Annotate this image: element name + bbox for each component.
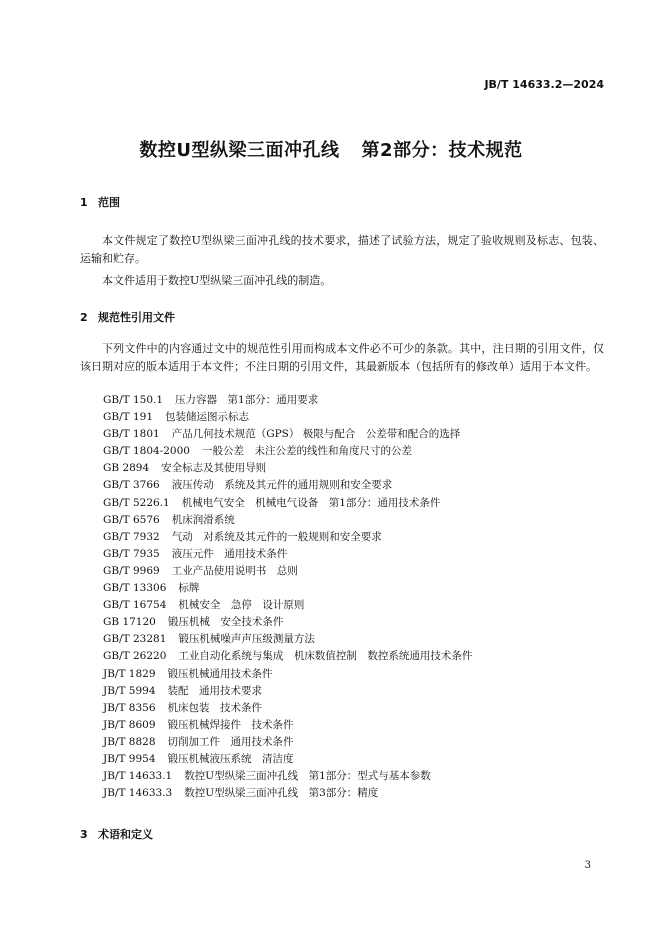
reference-item — [103, 495, 472, 512]
reference-item — [103, 426, 472, 443]
reference-item — [103, 580, 472, 597]
reference-code: GB 2894 — [103, 462, 150, 475]
reference-code: GB/T 191 — [103, 411, 154, 424]
reference-code: GB/T 23281 — [103, 633, 167, 646]
reference-code: GB/T 16754 — [103, 599, 167, 612]
document-title — [0, 136, 662, 162]
reference-code: JB/T 1829 — [103, 667, 156, 680]
reference-title: 机床包装 技术条件 — [167, 701, 263, 714]
reference-item — [103, 734, 472, 751]
reference-title: 锻压机械液压系统 清洁度 — [167, 752, 294, 765]
standard-number: JB/T 14633.2—2024 — [484, 78, 604, 91]
reference-code: GB/T 9969 — [103, 564, 160, 577]
reference-item — [103, 477, 472, 494]
reference-title: 锻压机械焊接件 技术条件 — [167, 718, 294, 731]
reference-title: 切削加工件 通用技术条件 — [167, 735, 294, 748]
reference-item — [103, 546, 472, 563]
reference-item — [103, 529, 472, 546]
reference-item — [103, 666, 472, 683]
reference-code: GB/T 7935 — [103, 547, 160, 560]
reference-title: 工业产品使用说明书 总则 — [171, 564, 298, 577]
reference-title: 数控U型纵梁三面冲孔线 第3部分：精度 — [184, 787, 379, 800]
reference-title: 安全标志及其使用导则 — [161, 462, 267, 475]
reference-code: GB/T 1801 — [103, 428, 160, 441]
title-part: 第2部分：技术规范 — [361, 140, 523, 161]
reference-code: GB/T 150.1 — [103, 394, 164, 406]
section-title: 术语和定义 — [98, 828, 153, 841]
title-main: 数控U型纵梁三面冲孔线 — [139, 140, 340, 161]
reference-item — [103, 683, 472, 700]
reference-title: 锻压机械通用技术条件 — [167, 667, 273, 680]
reference-title: 压力容器 第1部分：通用要求 — [175, 394, 319, 406]
reference-code: JB/T 8609 — [103, 718, 156, 731]
reference-item — [103, 717, 472, 734]
reference-title: 装配 通用技术要求 — [167, 684, 263, 697]
reference-title: 一般公差 未注公差的线性和角度尺寸的公差 — [201, 445, 412, 458]
reference-code: JB/T 5994 — [103, 684, 156, 697]
reference-item — [103, 785, 472, 802]
section-title: 规范性引用文件 — [98, 311, 175, 324]
reference-code: JB/T 14633.1 — [103, 770, 173, 783]
reference-item — [103, 409, 472, 426]
reference-title: 机械电气安全 机械电气设备 第1部分：通用技术条件 — [181, 496, 441, 509]
section-number: 2 — [80, 311, 88, 324]
section-2-heading — [80, 309, 175, 325]
reference-item — [103, 648, 472, 665]
reference-code: JB/T 14633.3 — [103, 787, 173, 800]
reference-item — [103, 563, 472, 580]
reference-item — [103, 597, 472, 614]
section-title: 范围 — [98, 196, 120, 209]
reference-title: 数控U型纵梁三面冲孔线 第1部分：型式与基本参数 — [184, 770, 431, 783]
section-1-heading — [80, 194, 120, 210]
reference-title: 机械安全 急停 设计原则 — [178, 599, 305, 612]
section-number: 3 — [80, 828, 88, 841]
reference-item — [103, 751, 472, 768]
reference-title: 液压元件 通用技术条件 — [171, 547, 288, 560]
reference-code: GB/T 5226.1 — [103, 496, 170, 509]
reference-code: GB/T 6576 — [103, 513, 160, 526]
reference-item — [103, 614, 472, 631]
reference-code: GB/T 3766 — [103, 479, 160, 492]
reference-item — [103, 512, 472, 529]
reference-list — [103, 392, 472, 802]
reference-item — [103, 700, 472, 717]
reference-code: GB/T 26220 — [103, 650, 167, 663]
reference-title: 锻压机械噪声声压级测量方法 — [178, 633, 315, 646]
reference-item — [103, 768, 472, 785]
reference-item — [103, 392, 472, 409]
reference-code: JB/T 8356 — [103, 701, 156, 714]
references-intro: 下列文件中的内容通过文中的规范性引用而构成本文件必不可少的条款。其中，注日期的引用文件，仅该日期对应的版本适用于本文件；不注日期的引用文件，其最新版本（包括所有的修改单）适用于本文件。 — [80, 342, 604, 373]
page-number: 3 — [584, 860, 591, 871]
reference-title: 机床润滑系统 — [171, 513, 235, 526]
reference-code: GB 17120 — [103, 616, 156, 629]
reference-title: 气动 对系统及其元件的一般规则和安全要求 — [171, 530, 382, 543]
section-number: 1 — [80, 196, 88, 209]
reference-item — [103, 631, 472, 648]
scope-paragraph: 本文件适用于数控U型纵梁三面冲孔线的制造。 — [102, 274, 332, 287]
scope-paragraph: 本文件规定了数控U型纵梁三面冲孔线的技术要求，描述了试验方法，规定了验收规则及标志、包装、运输和贮存。 — [80, 234, 604, 265]
reference-title: 包装储运图示标志 — [165, 411, 250, 424]
reference-title: 标牌 — [178, 582, 200, 595]
reference-code: GB/T 13306 — [103, 582, 167, 595]
reference-item — [103, 460, 472, 477]
reference-code: JB/T 9954 — [103, 752, 156, 765]
reference-title: 产品几何技术规范（GPS） 极限与配合 公差带和配合的选择 — [171, 428, 461, 441]
section-3-heading — [80, 826, 153, 842]
reference-code: GB/T 7932 — [103, 530, 160, 543]
reference-item — [103, 443, 472, 460]
reference-code: JB/T 8828 — [103, 735, 156, 748]
reference-code: GB/T 1804-2000 — [103, 445, 190, 458]
reference-title: 工业自动化系统与集成 机床数值控制 数控系统通用技术条件 — [178, 650, 473, 663]
reference-title: 锻压机械 安全技术条件 — [167, 616, 284, 629]
reference-title: 液压传动 系统及其元件的通用规则和安全要求 — [171, 479, 393, 492]
